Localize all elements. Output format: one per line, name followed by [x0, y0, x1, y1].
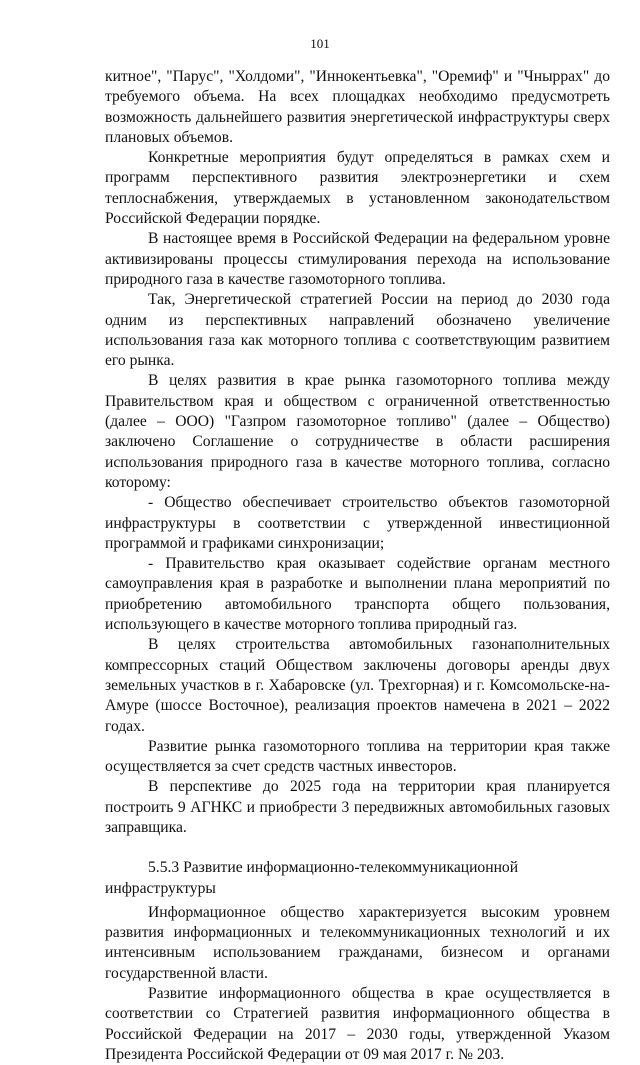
- paragraph: Развитие информационного общества в крае осуществляется в соответствии со Стратегией развития информационного общества в Российской Федерации на 2017 – 2030 годы, утвержденной Указом Президента Российской Федерации от 09 мая 2017 г. № 203.: [105, 985, 610, 1063]
- list-item: - Общество обеспечивает строительство объектов газомоторной инфраструктуры в соответствии с утвержденной инвестиционной программой и графиками синхронизации;: [105, 494, 610, 552]
- paragraph: В перспективе до 2025 года на территории края планируется построить 9 АГНКС и приобрести 3 передвижных автомобильных газовых заправщика.: [105, 778, 610, 836]
- page-number: 101: [310, 36, 330, 51]
- section-heading: 5.5.3 Развитие информационно-телекоммуникационной инфраструктуры: [105, 859, 519, 897]
- paragraph: Информационное общество характеризуется высоким уровнем развития информационных и телекоммуникационных технологий и их интенсивным использованием гражданами, бизнесом и органами государственной власти.: [105, 903, 610, 982]
- document-body: [105, 67, 610, 1065]
- paragraph: В целях строительства автомобильных газонаполнительных компрессорных стаций Обществом заключены договоры аренды двух земельных участков в г. Хабаровске (ул. Трехгорная) и г. Комсомольске-на-Амуре (шоссе Восточное), реализация проектов намечена в 2021 – 2022 годах.: [105, 636, 610, 735]
- paragraph: Конкретные мероприятия будут определяться в рамках схем и программ перспективного развития электроэнергетики и схем теплоснабжения, утверждаемых в установленном законодательством Российской Федерации порядке.: [105, 149, 610, 228]
- paragraph: китное", "Парус", "Холдоми", "Иннокентьевка", "Оремиф" и "Чныррах" до требуемого объема. На всех площадках необходимо предусмотреть возможность дальнейшего развития энергетической инфраструктуры сверх плановых объемов.: [105, 68, 610, 146]
- paragraph: В целях развития в крае рынка газомоторного топлива между Правительством края и обществом с ограниченной ответственностью (далее – ООО) "Газпром газомоторное топливо" (далее – Общество) заключено Соглашение о сотрудничестве в области расширения использования природного газа в качестве моторного топлива, согласно которому:: [105, 372, 610, 491]
- list-item: - Правительство края оказывает содействие органам местного самоуправления края в разработке и выполнении плана мероприятий по приобретению автомобильного транспорта общего пользования, использующего в качестве моторного топлива природный газ.: [105, 555, 610, 634]
- paragraph: Так, Энергетической стратегией России на период до 2030 года одним из перспективных направлений обозначено увеличение использования газа как моторного топлива с соответствующим развитием его рынка.: [105, 291, 610, 370]
- paragraph: Развитие рынка газомоторного топлива на территории края также осуществляется за счет средств частных инвесторов.: [105, 737, 610, 776]
- paragraph: В настоящее время в Российской Федерации на федеральном уровне активизированы процессы стимулирования перехода на использование природного газа в качестве газомоторного топлива.: [105, 230, 610, 288]
